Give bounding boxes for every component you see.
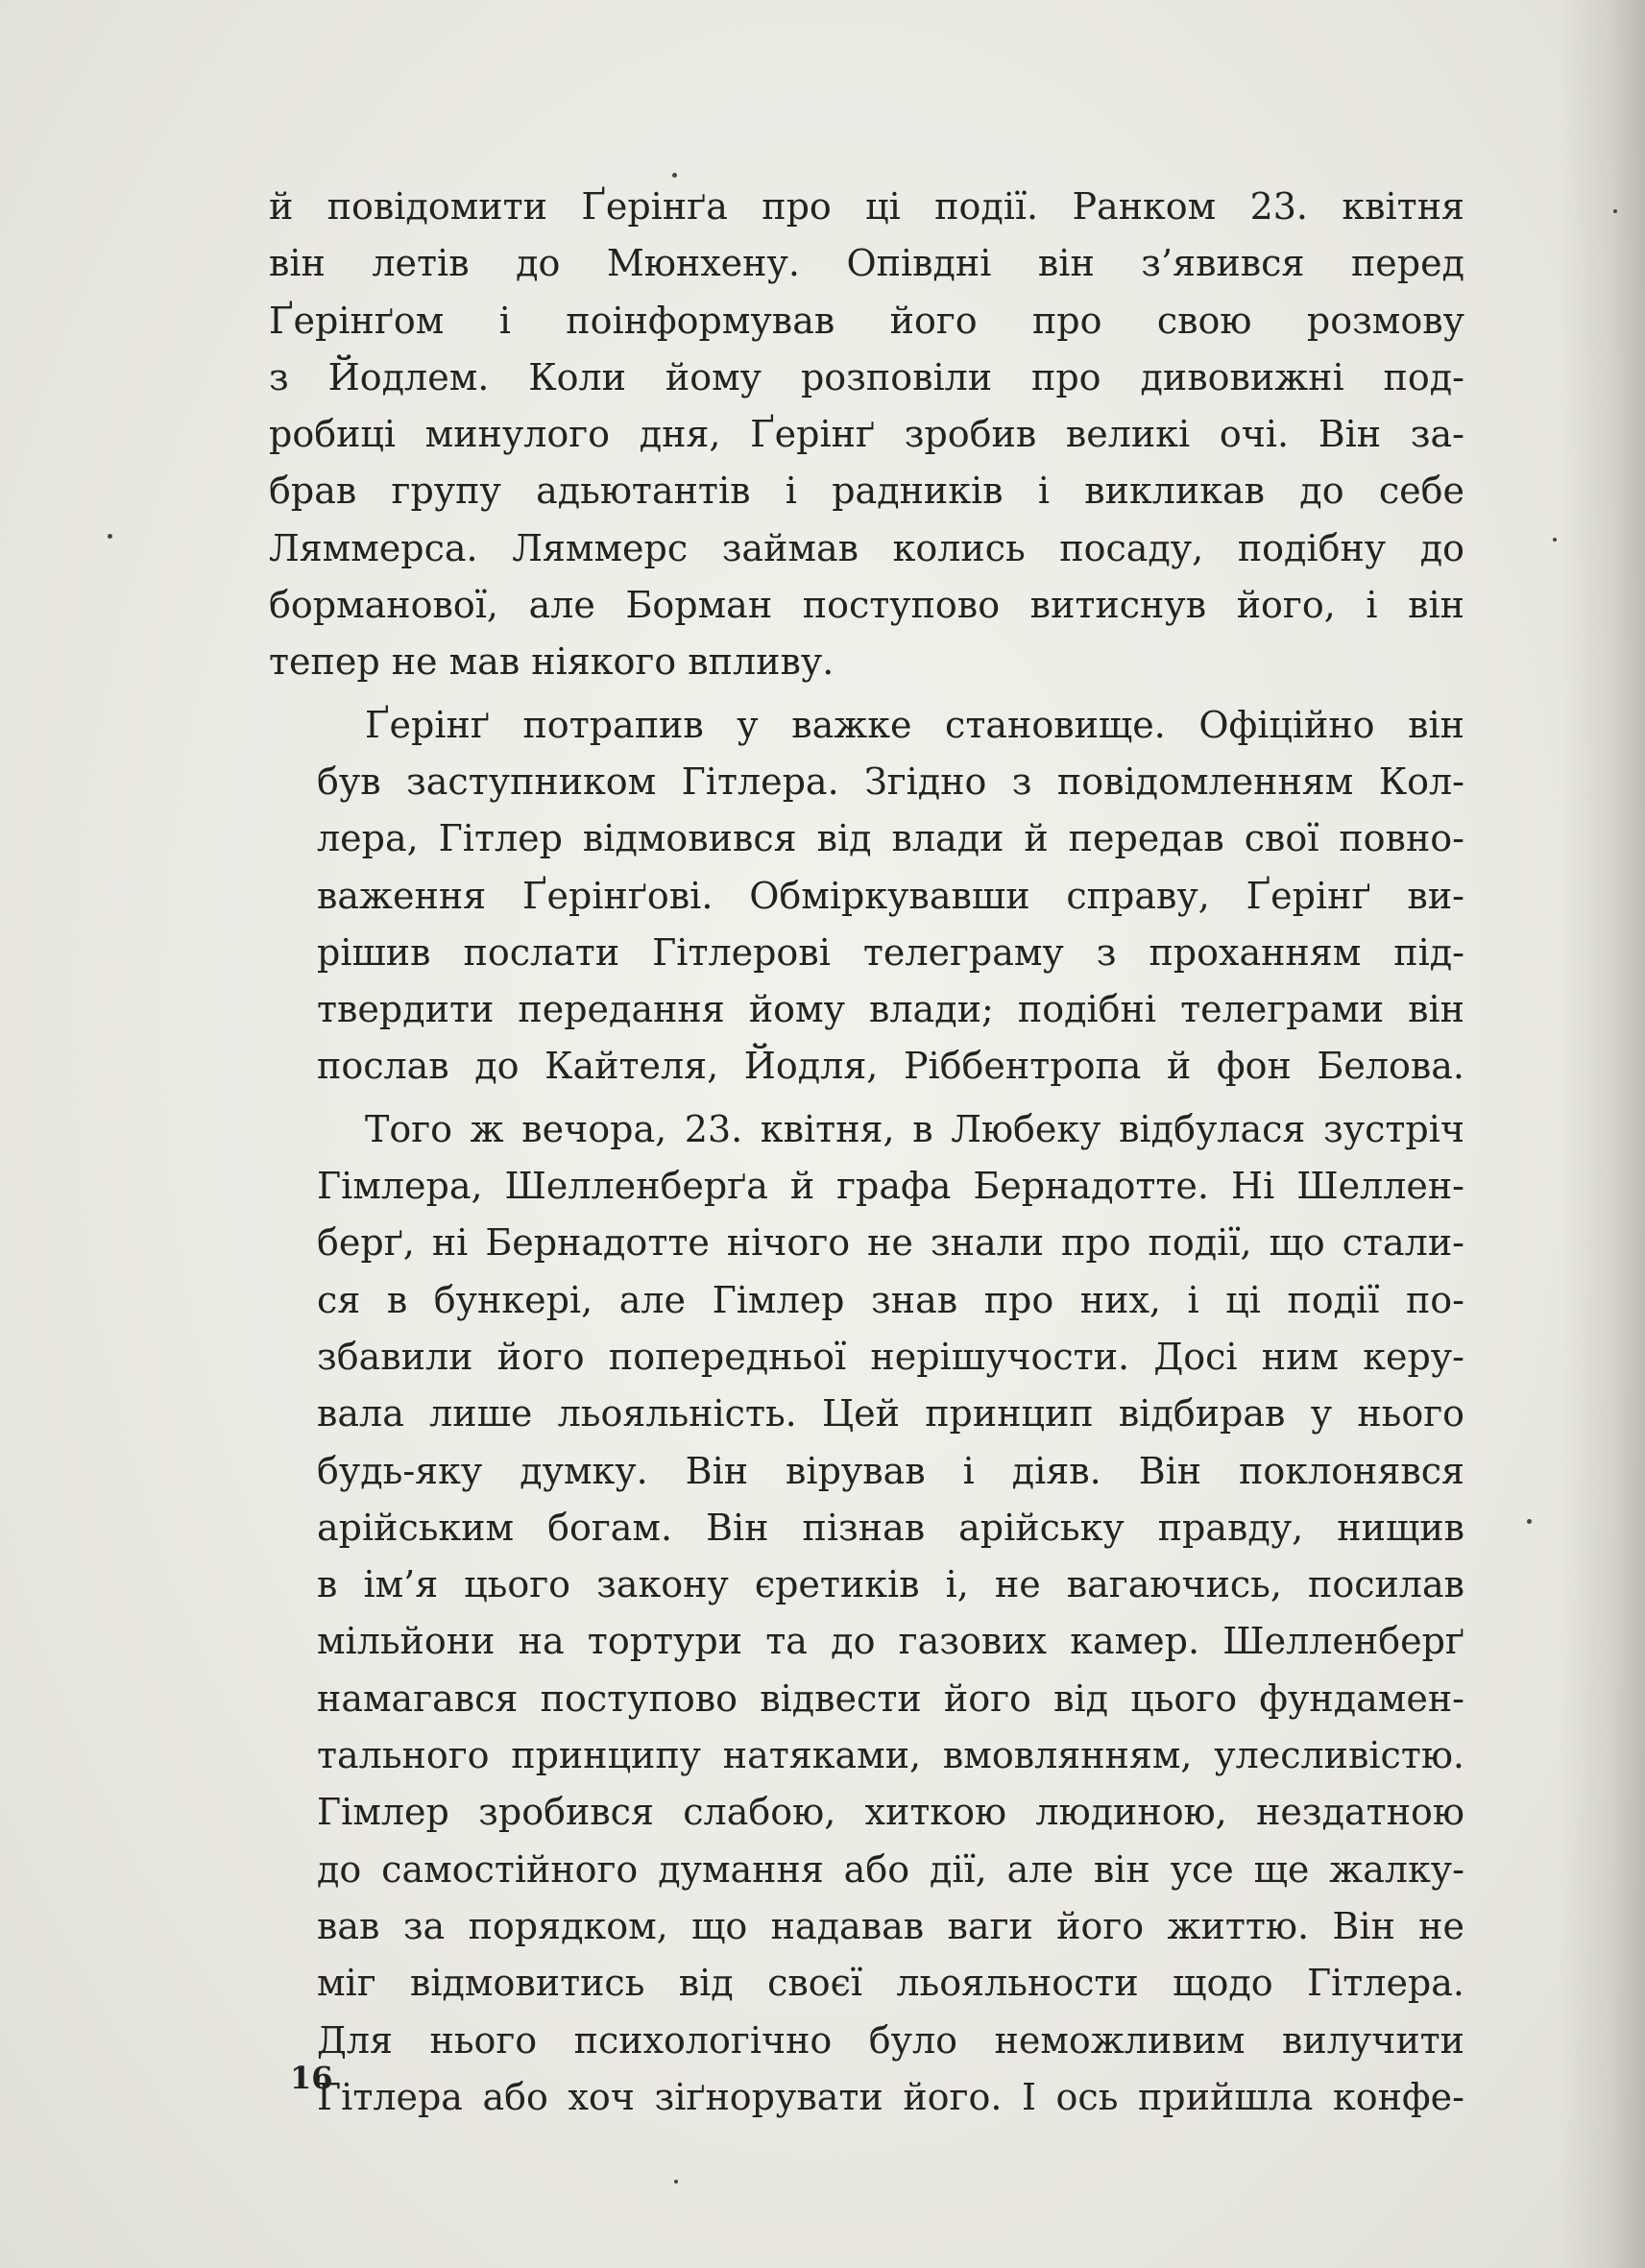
text-line: тального принципу натяками, вмовлянням, улесливістю. (317, 1734, 1464, 1777)
text-line: тепер не мав ніякого впливу. (269, 640, 835, 684)
text-line: він летів до Мюнхену. Опівдні він з’явився перед (269, 242, 1464, 285)
text-line: робиці минулого дня, Ґерінґ зробив великі очі. Він за- (269, 413, 1464, 456)
text-line: борманової, але Борман поступово витиснув його, і він (269, 584, 1464, 627)
text-line: Для нього психологічно було неможливим вилучити (317, 2018, 1464, 2062)
text-line: берґ, ні Бернадотте нічого не знали про події, що стали- (317, 1221, 1464, 1265)
paragraph-1 (269, 179, 1464, 691)
text-line: з Йодлем. Коли йому розповіли про дивовижні под- (269, 355, 1464, 398)
text-line: послав до Кайтеля, Йодля, Ріббентропа й фон Белова. (317, 1045, 1464, 1088)
text-line: до самостійного думання або дії, але він усе ще жалку- (317, 1847, 1464, 1891)
text-line: міг відмовитись від своєї льояльности щодо Гітлера. (317, 1962, 1464, 2005)
body-text (269, 179, 1464, 2126)
paper-speck (108, 534, 112, 539)
text-line: важення Ґерінґові. Обміркувавши справу, Ґерінґ ви- (317, 874, 1464, 917)
text-line: в ім’я цього закону єретиків і, не вагаючись, посилав (317, 1563, 1464, 1606)
text-line: мільйони на тортури та до газових камер. Шелленберґ (317, 1620, 1464, 1663)
paragraph-3 (269, 1101, 1464, 2126)
paper-speck (1553, 538, 1557, 542)
text-line: арійським богам. Він пізнав арійську правду, нищив (317, 1506, 1464, 1549)
paragraph-2 (269, 697, 1464, 1096)
paper-speck (1527, 1519, 1532, 1524)
text-line: був заступником Гітлера. Згідно з повідомленням Кол- (317, 760, 1464, 803)
paper-speck (672, 173, 677, 178)
text-line: Гітлера або хоч зіґнорувати його. І ось прийшла конфе- (317, 2075, 1464, 2118)
text-line: Гімлер зробився слабою, хиткою людиною, нездатною (317, 1791, 1464, 1834)
text-line: намагався поступово відвести його від цього фундамен- (317, 1677, 1464, 1720)
page-edge-shadow (1559, 0, 1645, 2268)
text-line: Гімлера, Шелленберґа й графа Бернадотте. Ні Шеллен- (317, 1165, 1464, 1208)
text-line: й повідомити Ґерінґа про ці події. Ранком 23. квітня (269, 185, 1464, 228)
text-line: лера, Гітлер відмовився від влади й передав свої повно- (317, 817, 1464, 860)
text-line: Ґерінґ потрапив у важке становище. Офіційно він (365, 703, 1464, 746)
text-line: будь-яку думку. Він вірував і діяв. Він поклонявся (317, 1449, 1464, 1492)
paper-speck (674, 2180, 678, 2184)
text-line: Ґерінґом і поінформував його про свою розмову (269, 299, 1464, 342)
text-line: брав групу адьютантів і радників і викликав до себе (269, 470, 1464, 513)
paper-speck (1613, 209, 1617, 213)
text-line: збавили його попередньої нерішучости. Досі ним керу- (317, 1335, 1464, 1378)
text-line: вала лише льояльність. Цей принцип відбирав у нього (317, 1392, 1464, 1436)
text-line: Ляммерса. Ляммерс займав колись посаду, подібну до (269, 526, 1464, 569)
text-line: Того ж вечора, 23. квітня, в Любеку відбулася зустріч (365, 1107, 1464, 1150)
page-number: 16 (290, 2060, 333, 2096)
text-line: вав за порядком, що надавав ваги його життю. Він не (317, 1904, 1464, 1947)
text-line: ся в бункері, але Гімлер знав про них, і ці події по- (317, 1278, 1464, 1321)
text-line: рішив послати Гітлерові телеграму з проханням під- (317, 930, 1464, 974)
text-line: твердити передання йому влади; подібні телеграми він (317, 988, 1464, 1031)
